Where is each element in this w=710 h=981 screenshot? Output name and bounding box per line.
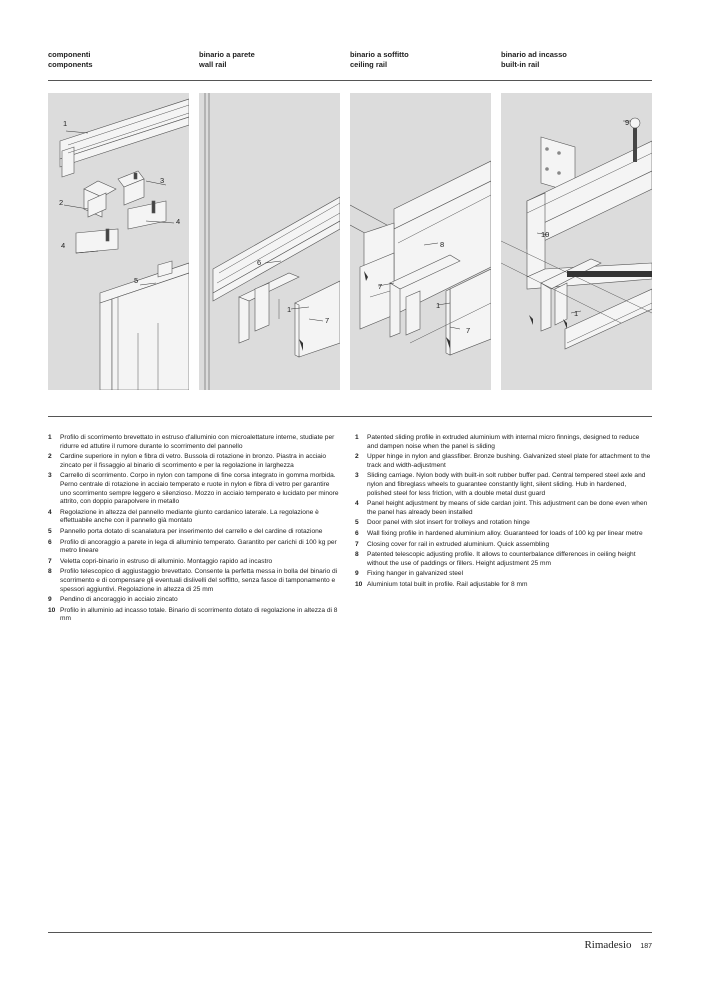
legend-item xyxy=(355,519,652,528)
figure-wall-rail xyxy=(199,93,340,390)
legend-number: 8 xyxy=(355,551,359,559)
legend-number: 5 xyxy=(48,527,52,535)
legend-number: 7 xyxy=(355,540,359,548)
callout: 6 xyxy=(257,258,262,267)
header-it: binario a soffitto xyxy=(350,50,409,59)
legend-text: Patented sliding profile in extruded aluminium with internal micro finnings, designed to reduce and dampen noise when the panel is sliding xyxy=(367,434,640,450)
legend-text: Pannello porta dotato di scanalatura per inserimento del carrello e del cardine di rotazione xyxy=(60,527,323,535)
legend-number: 4 xyxy=(48,508,52,516)
callout: 3 xyxy=(160,176,165,185)
callout: 5 xyxy=(134,276,139,285)
callout: 7 xyxy=(378,282,383,291)
legend-number: 2 xyxy=(355,453,359,461)
legend-text: Sliding carriage. Nylon body with built-in solt rubber buffer pad. Central tempered steel axle and nylon and fibreglass wheels to guarantee constantly light, silent sliding. Hub in hardened, polished steel for less friction, with a double metal dust guard xyxy=(367,472,646,497)
legend-text: Veletta copri-binario in estruso di alluminio. Montaggio rapido ad incastro xyxy=(60,557,273,565)
header-en: built-in rail xyxy=(501,60,540,69)
legend-item xyxy=(355,472,652,498)
callout: 1 xyxy=(63,119,68,128)
legend-italian xyxy=(48,434,342,626)
footer-rule xyxy=(48,932,652,933)
legend-text: Patented telescopic adjusting profile. It allows to counterbalance differences in ceiling height without the use of paddings or fillers. Height adjustment 25 mm xyxy=(367,551,636,567)
built-in-rail-drawing xyxy=(501,93,652,390)
legend-text: Pendino di ancoraggio in acciaio zincato xyxy=(60,596,178,604)
header-rule xyxy=(48,80,652,81)
legend-item xyxy=(355,434,652,451)
legend-item xyxy=(48,568,342,594)
header-en: components xyxy=(48,60,93,69)
legend-text: Profilo di ancoraggio a parete in lega di alluminio temperato. Garantito per carichi di 100 kg per metro lineare xyxy=(60,538,337,555)
legend-text: Aluminium total built in profile. Rail adjustable for 8 mm xyxy=(367,580,528,588)
legend-text: Profilo telescopico di aggiustaggio brevettato. Consente la perfetta messa in bolla del binario di scorrimento e di compensare gli eventuali dislivelli del soffitto, senza fasce di tamponamento e spessori aggiuntivi. Regolazione in altezza di 25 mm xyxy=(60,568,338,593)
legend-text: Profilo in alluminio ad incasso totale. Binario di scorrimento dotato di regolazione in altezza di 8 mm xyxy=(60,606,338,623)
legend-number: 6 xyxy=(355,529,359,537)
callout: 1 xyxy=(574,309,579,318)
legend-item xyxy=(355,551,652,568)
legend-item xyxy=(355,530,652,539)
figure-built-in-rail xyxy=(501,93,652,390)
legend-item xyxy=(48,453,342,470)
legend-text: Panel height adjustment by means of side cardan joint. This adjustment can be done even when the panel has already been installed xyxy=(367,500,648,516)
callout: 2 xyxy=(59,198,64,207)
legend-item xyxy=(355,500,652,517)
components-drawing xyxy=(48,93,189,390)
legend-text: Profilo di scorrimento brevettato in estruso d'alluminio con microalettature interne, studiate per ridurre ed attutire il rumore durante lo scorrimento del pannello xyxy=(60,434,335,450)
legend-item xyxy=(48,558,342,567)
callout: 7 xyxy=(325,316,330,325)
legend-number: 3 xyxy=(355,472,359,480)
callout: 4 xyxy=(176,217,181,226)
callout: 4 xyxy=(61,241,66,250)
legend-number: 5 xyxy=(355,519,359,527)
legend-item xyxy=(48,434,342,451)
header-components xyxy=(48,50,93,70)
legend-item xyxy=(355,541,652,550)
legend-item xyxy=(355,570,652,579)
header-ceiling-rail xyxy=(350,50,409,70)
legend-number: 4 xyxy=(355,500,359,508)
callout: 7 xyxy=(466,326,471,335)
page-number: 187 xyxy=(640,943,652,950)
brand-logo: Rimadesio xyxy=(584,939,632,951)
legend-item xyxy=(48,539,342,556)
legend-number: 1 xyxy=(355,434,359,441)
legend-number: 3 xyxy=(48,472,52,480)
legend-number: 9 xyxy=(355,570,359,578)
legend-item xyxy=(48,607,342,624)
legend-number: 10 xyxy=(355,580,363,588)
callout: 1 xyxy=(436,301,441,310)
callout: 10 xyxy=(541,230,550,239)
legend-text: Carrello di scorrimento. Corpo in nylon con tampone di fine corsa integrato in gomma morbida. Perno centrale di rotazione in acciaio temperato e ruote in nylon e fibra di vetro per garantire uno scorrimento sempre leggero e silenzioso. Mozzo in acciaio temperato e lucidato per minore attrito, con doppio parapolvere in metallo xyxy=(60,472,339,506)
legend-item xyxy=(48,596,342,605)
legend-text: Wall fixing profile in hardened aluminium alloy. Guaranteed for loads of 100 kg per linear metre xyxy=(367,529,643,537)
callout: 9 xyxy=(625,118,630,127)
legend-rule xyxy=(48,416,652,417)
legend-number: 10 xyxy=(48,606,56,614)
legend-item xyxy=(355,453,652,470)
legend-text: Door panel with slot insert for trolleys and rotation hinge xyxy=(367,519,530,527)
legend-text: Closing cover for rail in extruded aluminium. Quick assembling xyxy=(367,540,550,548)
legend-number: 6 xyxy=(48,538,52,546)
header-en: wall rail xyxy=(199,60,227,69)
header-it: binario a parete xyxy=(199,50,255,59)
callout: 1 xyxy=(287,305,292,314)
figure-ceiling-rail xyxy=(350,93,491,390)
legend-english xyxy=(355,434,652,592)
legend-item xyxy=(48,528,342,537)
figure-components xyxy=(48,93,189,390)
header-it: componenti xyxy=(48,50,91,59)
header-it: binario ad incasso xyxy=(501,50,567,59)
wall-rail-drawing xyxy=(199,93,340,390)
legend-number: 2 xyxy=(48,453,52,461)
header-wall-rail xyxy=(199,50,255,70)
header-built-in-rail xyxy=(501,50,567,70)
legend-item xyxy=(48,509,342,526)
callout: 8 xyxy=(440,240,445,249)
legend-number: 7 xyxy=(48,557,52,565)
legend-item xyxy=(48,472,342,506)
legend-text: Regolazione in altezza del pannello mediante giunto cardanico laterale. La regolazione è effettuabile anche con il pannello già montato xyxy=(60,508,319,525)
legend-text: Fixing hanger in galvanized steel xyxy=(367,570,464,578)
footer xyxy=(584,939,652,951)
ceiling-rail-drawing xyxy=(350,93,491,390)
legend-text: Cardine superiore in nylon e fibra di vetro. Bussola di rotazione in bronzo. Piastra in acciaio zincato per il fissaggio al binario di scorrimento e per la regolazione in larghezza xyxy=(60,453,327,469)
legend-text: Upper hinge in nylon and glassfiber. Bronze bushing. Galvanized steel plate for attachment to the track and width-adjustment xyxy=(367,453,651,469)
legend-number: 9 xyxy=(48,596,52,604)
legend-number: 1 xyxy=(48,434,52,441)
legend-number: 8 xyxy=(48,568,52,576)
header-en: ceiling rail xyxy=(350,60,388,69)
legend-item xyxy=(355,581,652,590)
